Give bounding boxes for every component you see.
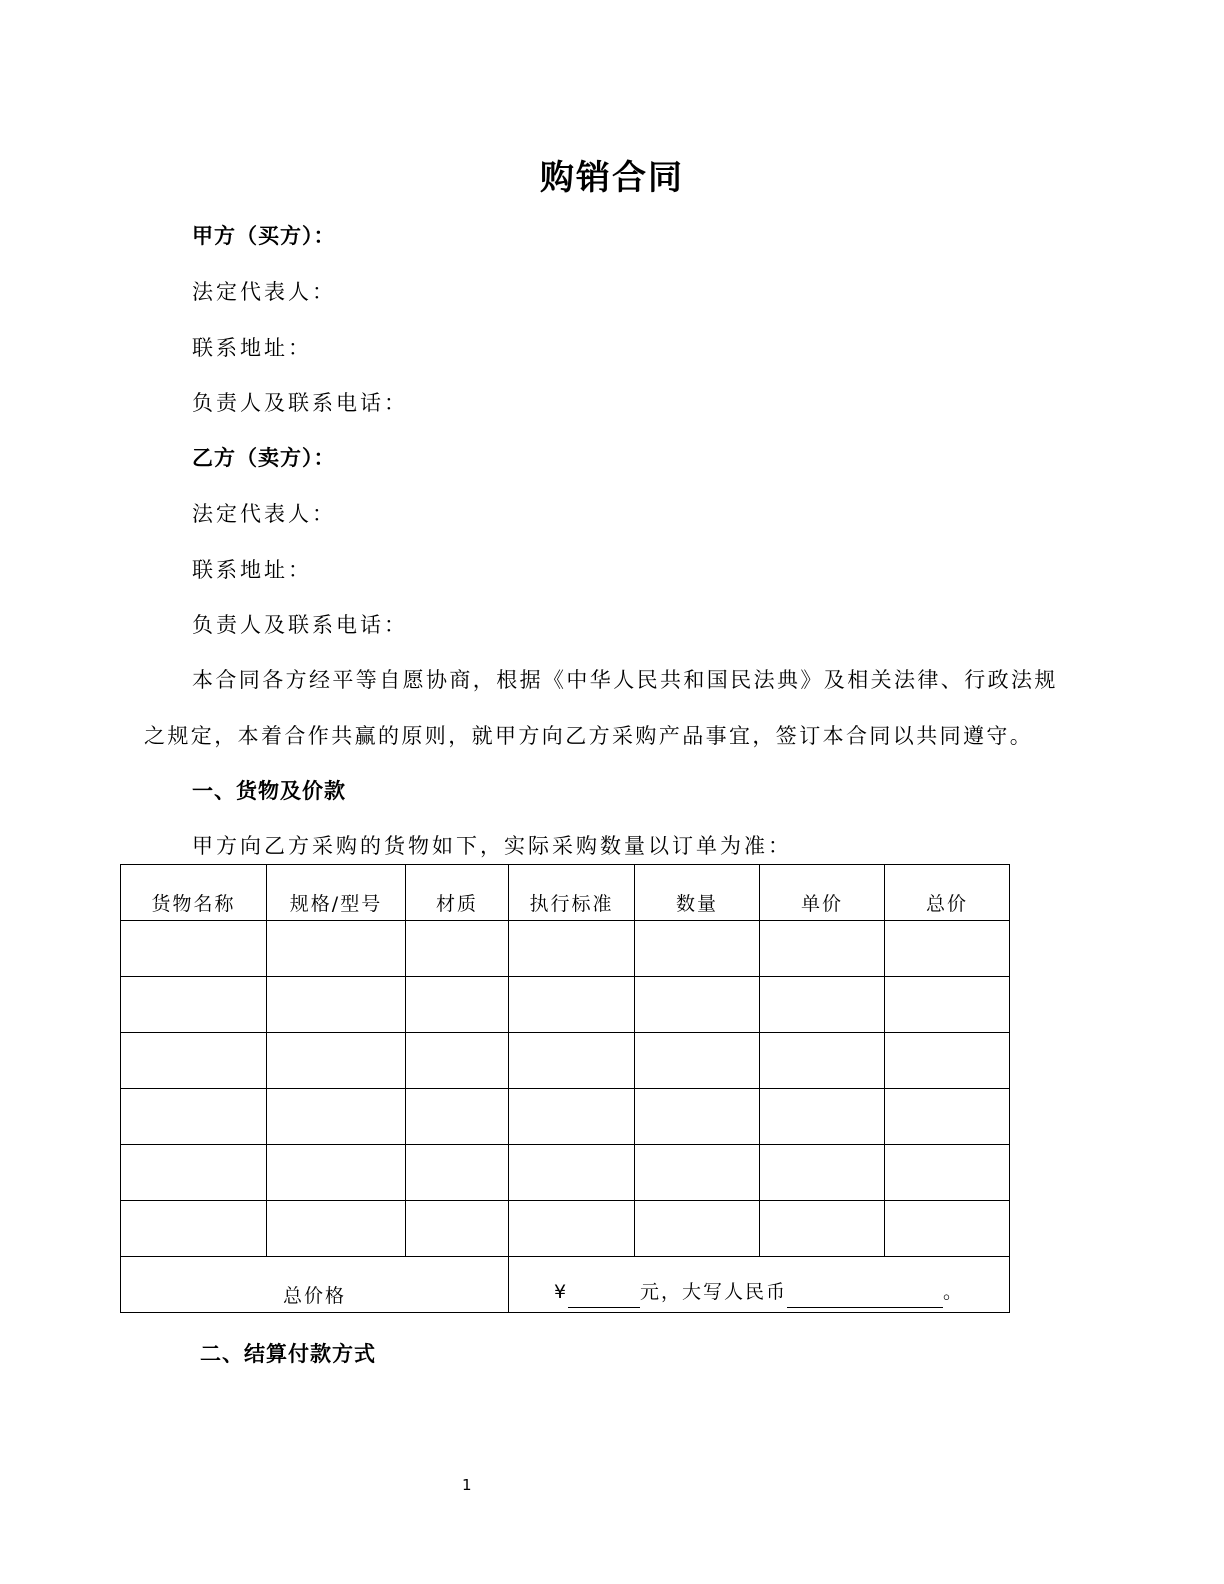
header-cell-quantity: 数量	[635, 865, 760, 921]
header-cell-total-price: 总价	[885, 865, 1010, 921]
table-cell[interactable]	[885, 1201, 1010, 1257]
party-b-contact: 负责人及联系电话：	[192, 613, 408, 637]
total-amount-blank[interactable]	[568, 1281, 640, 1308]
table-row	[121, 921, 1010, 977]
header-cell-spec: 规格/型号	[267, 865, 406, 921]
table-row	[121, 1089, 1010, 1145]
table-cell[interactable]	[635, 1201, 760, 1257]
table-row	[121, 1033, 1010, 1089]
table-cell[interactable]	[635, 977, 760, 1033]
table-cell[interactable]	[121, 921, 267, 977]
table-cell[interactable]	[509, 921, 635, 977]
table-cell[interactable]	[121, 1033, 267, 1089]
table-cell[interactable]	[635, 1033, 760, 1089]
table-cell[interactable]	[267, 1033, 406, 1089]
table-cell[interactable]	[885, 1089, 1010, 1145]
table-cell[interactable]	[509, 1201, 635, 1257]
total-value-cell[interactable]	[509, 1257, 1010, 1313]
party-b-address: 联系地址：	[192, 558, 312, 582]
table-cell[interactable]	[885, 921, 1010, 977]
section-1-intro: 甲方向乙方采购的货物如下，实际采购数量以订单为准：	[192, 834, 792, 858]
table-row	[121, 1201, 1010, 1257]
total-amount-words-blank[interactable]	[787, 1281, 943, 1308]
table-cell[interactable]	[406, 1145, 509, 1201]
party-b-heading: 乙方（卖方）：	[192, 446, 336, 470]
table-cell[interactable]	[760, 921, 885, 977]
section-1-heading: 一、货物及价款	[192, 779, 346, 803]
section-2-heading: 二、结算付款方式	[200, 1342, 376, 1366]
document-title: 购销合同	[540, 158, 684, 198]
party-b-representative: 法定代表人：	[192, 502, 336, 526]
currency-symbol: ¥	[553, 1281, 569, 1303]
party-a-representative: 法定代表人：	[192, 280, 336, 304]
table-cell[interactable]	[267, 921, 406, 977]
table-row	[121, 977, 1010, 1033]
total-unit-text: 元，大写人民币	[640, 1281, 788, 1303]
table-cell[interactable]	[509, 977, 635, 1033]
total-end-mark: 。	[943, 1281, 965, 1303]
header-cell-material: 材质	[406, 865, 509, 921]
table-cell[interactable]	[406, 1201, 509, 1257]
goods-table	[120, 864, 1010, 1313]
table-cell[interactable]	[267, 1201, 406, 1257]
table-header-row	[121, 865, 1010, 921]
header-cell-standard: 执行标准	[509, 865, 635, 921]
header-cell-unit-price: 单价	[760, 865, 885, 921]
party-a-heading: 甲方（买方）：	[192, 224, 336, 248]
table-cell[interactable]	[121, 1201, 267, 1257]
table-cell[interactable]	[760, 1089, 885, 1145]
table-cell[interactable]	[509, 1145, 635, 1201]
table-cell[interactable]	[267, 977, 406, 1033]
table-cell[interactable]	[635, 1145, 760, 1201]
table-cell[interactable]	[885, 1145, 1010, 1201]
table-total-row	[121, 1257, 1010, 1313]
header-cell-name: 货物名称	[121, 865, 267, 921]
table-cell[interactable]	[760, 1033, 885, 1089]
table-cell[interactable]	[760, 977, 885, 1033]
table-cell[interactable]	[121, 1145, 267, 1201]
total-label-cell: 总价格	[121, 1257, 509, 1313]
table-cell[interactable]	[121, 1089, 267, 1145]
table-cell[interactable]	[121, 977, 267, 1033]
table-cell[interactable]	[509, 1033, 635, 1089]
table-cell[interactable]	[267, 1089, 406, 1145]
party-a-address: 联系地址：	[192, 336, 312, 360]
table-cell[interactable]	[760, 1201, 885, 1257]
page-number: 1	[462, 1476, 472, 1494]
table-cell[interactable]	[760, 1145, 885, 1201]
table-cell[interactable]	[509, 1089, 635, 1145]
table-row	[121, 1145, 1010, 1201]
preamble-line-1: 本合同各方经平等自愿协商，根据《中华人民共和国民法典》及相关法律、行政法规	[192, 668, 1058, 692]
table-cell[interactable]	[885, 1033, 1010, 1089]
table-cell[interactable]	[406, 977, 509, 1033]
table-cell[interactable]	[885, 977, 1010, 1033]
table-cell[interactable]	[406, 1089, 509, 1145]
table-cell[interactable]	[406, 1033, 509, 1089]
party-a-contact: 负责人及联系电话：	[192, 391, 408, 415]
preamble-line-2: 之规定，本着合作共赢的原则，就甲方向乙方采购产品事宜，签订本合同以共同遵守。	[144, 724, 1034, 748]
table-cell[interactable]	[635, 1089, 760, 1145]
table-cell[interactable]	[267, 1145, 406, 1201]
table-cell[interactable]	[635, 921, 760, 977]
table-cell[interactable]	[406, 921, 509, 977]
